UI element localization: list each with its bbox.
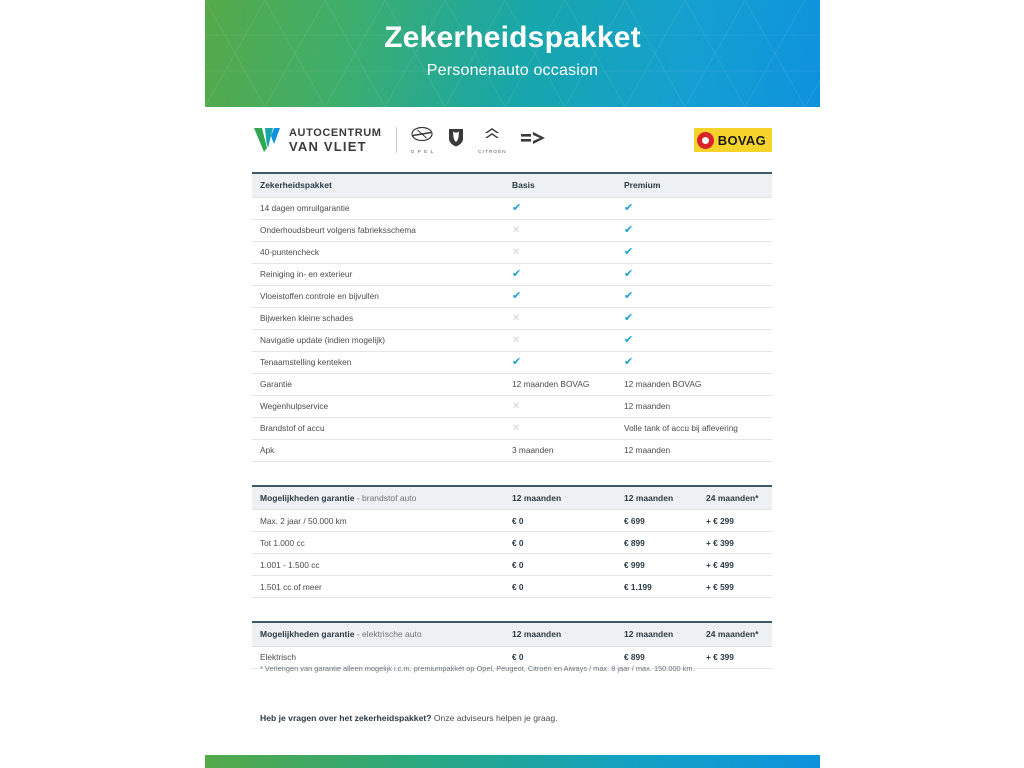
basis-value	[504, 241, 616, 263]
make-logos	[411, 126, 545, 154]
premium-value	[616, 329, 772, 351]
warranty-price-2: € 899	[616, 646, 698, 668]
table-row	[252, 329, 772, 351]
brand-row	[252, 120, 772, 160]
feature-label: Navigatie update (indien mogelijk)	[252, 329, 504, 351]
check-icon: ✔	[624, 245, 634, 258]
header-banner	[205, 0, 820, 107]
dealer-logo-text	[289, 127, 382, 153]
table-row	[252, 576, 772, 598]
warranty-electric-title	[252, 622, 504, 646]
warranty-row-label: Tot 1.000 cc	[252, 532, 504, 554]
check-icon: ✔	[624, 201, 634, 214]
check-icon: ✔	[624, 355, 634, 368]
contact-line	[260, 713, 780, 723]
package-comparison-body	[252, 197, 772, 461]
basis-value	[504, 351, 616, 373]
warranty-fuel-col-2: 12 maanden	[616, 486, 698, 510]
col-header-premium: Premium	[616, 173, 772, 197]
warranty-fuel-table	[252, 485, 772, 599]
table-row	[252, 263, 772, 285]
page-subtitle: Personenauto occasion	[426, 62, 599, 79]
brand-divider	[396, 127, 397, 153]
table-row	[252, 285, 772, 307]
premium-value	[616, 285, 772, 307]
check-icon: ✔	[512, 355, 522, 368]
col-header-feature: Zekerheidspakket	[252, 173, 504, 197]
footer-bar	[205, 755, 820, 768]
premium-value	[616, 307, 772, 329]
basis-value	[504, 285, 616, 307]
warranty-price-1: € 0	[504, 646, 616, 668]
premium-value: Volle tank of accu bij aflevering	[616, 417, 772, 439]
table-row	[252, 439, 772, 461]
cross-icon: ✕	[512, 334, 521, 346]
warranty-price-2: € 999	[616, 554, 698, 576]
table-header-row	[252, 173, 772, 197]
table-row	[252, 554, 772, 576]
aiways-logo-icon	[521, 131, 545, 150]
brand-peugeot	[448, 128, 464, 152]
feature-label: Vloeistoffen controle en bijvullen	[252, 285, 504, 307]
opel-label: O P E L	[410, 149, 435, 154]
premium-value	[616, 351, 772, 373]
brand-citroen	[478, 126, 506, 154]
warranty-fuel-title	[252, 486, 504, 510]
warranty-electric-col-2: 12 maanden	[616, 622, 698, 646]
table-header-row	[252, 622, 772, 646]
basis-value: 12 maanden BOVAG	[504, 373, 616, 395]
warranty-electric-title-bold: Mogelijkheden garantie	[260, 629, 355, 640]
table-header-row	[252, 486, 772, 510]
table-row	[252, 395, 772, 417]
contact-question: Heb je vragen over het zekerheidspakket?	[260, 713, 432, 723]
premium-value	[616, 263, 772, 285]
check-icon: ✔	[624, 289, 634, 302]
bovag-seal-icon	[697, 132, 714, 149]
table-row	[252, 307, 772, 329]
dealer-name-line1: AUTOCENTRUM	[289, 127, 382, 139]
citroen-logo-icon	[483, 126, 501, 147]
table-row	[252, 532, 772, 554]
cross-icon: ✕	[512, 422, 521, 434]
feature-label: Tenaamstelling kenteken	[252, 351, 504, 373]
feature-label: 14 dagen omruilgarantie	[252, 197, 504, 219]
feature-label: Reiniging in- en exterieur	[252, 263, 504, 285]
citroen-label: CITROËN	[478, 149, 507, 154]
warranty-row-label: Elektrisch	[252, 646, 504, 668]
feature-label: Onderhoudsbeurt volgens fabrieksschema	[252, 219, 504, 241]
premium-value	[616, 241, 772, 263]
warranty-fuel-title-bold: Mogelijkheden garantie	[260, 492, 355, 503]
warranty-fuel-col-1: 12 maanden	[504, 486, 616, 510]
col-header-basis: Basis	[504, 173, 616, 197]
table-row	[252, 351, 772, 373]
warranty-price-3: + € 399	[698, 532, 772, 554]
basis-value: 3 maanden	[504, 439, 616, 461]
warranty-fuel-body	[252, 510, 772, 598]
cross-icon: ✕	[512, 400, 521, 412]
premium-value: 12 maanden BOVAG	[616, 373, 772, 395]
table-row	[252, 219, 772, 241]
basis-value	[504, 197, 616, 219]
premium-value	[616, 219, 772, 241]
opel-logo-icon	[411, 126, 433, 147]
warranty-price-1: € 0	[504, 554, 616, 576]
table-row	[252, 510, 772, 532]
contact-answer: Onze adviseurs helpen je graag.	[431, 713, 558, 723]
warranty-price-3: + € 399	[698, 646, 772, 668]
dealer-name-line2: VAN VLIET	[289, 139, 367, 154]
cross-icon: ✕	[512, 312, 521, 324]
check-icon: ✔	[624, 223, 634, 236]
table-row	[252, 241, 772, 263]
bovag-badge	[694, 128, 772, 152]
table-row	[252, 197, 772, 219]
warranty-price-2: € 699	[616, 510, 698, 532]
warranty-row-label: Max. 2 jaar / 50.000 km	[252, 510, 504, 532]
warranty-price-3: + € 299	[698, 510, 772, 532]
warranty-price-2: € 1.199	[616, 576, 698, 598]
warranty-electric-table	[252, 621, 772, 669]
banner-text-block	[205, 0, 820, 80]
warranty-price-1: € 0	[504, 532, 616, 554]
warranty-row-label: 1.501 cc of meer	[252, 576, 504, 598]
feature-label: 40-puntencheck	[252, 241, 504, 263]
brand-opel	[411, 126, 435, 154]
warranty-fuel-title-muted: - brandstof auto	[354, 492, 417, 503]
basis-value	[504, 395, 616, 417]
cross-icon: ✕	[512, 224, 521, 236]
warranty-price-3: + € 499	[698, 554, 772, 576]
feature-label: Apk	[252, 439, 504, 461]
page-title: Zekerheidspakket	[384, 21, 641, 54]
cross-icon: ✕	[512, 246, 521, 258]
warranty-row-label: 1.001 - 1.500 cc	[252, 554, 504, 576]
basis-value	[504, 307, 616, 329]
premium-value: 12 maanden	[616, 439, 772, 461]
warranty-electric-title-muted: - elektrische auto	[354, 629, 422, 640]
feature-label: Wegenhulpservice	[252, 395, 504, 417]
table-row	[252, 417, 772, 439]
check-icon: ✔	[512, 267, 522, 280]
warranty-electric-col-1: 12 maanden	[504, 622, 616, 646]
feature-label: Brandstof of accu	[252, 417, 504, 439]
warranty-electric-col-3: 24 maanden*	[698, 622, 772, 646]
dealer-logo	[252, 126, 382, 154]
package-comparison-table	[252, 172, 772, 462]
check-icon: ✔	[624, 311, 634, 324]
check-icon: ✔	[624, 267, 634, 280]
feature-label: Garantie	[252, 373, 504, 395]
check-icon: ✔	[512, 289, 522, 302]
basis-value	[504, 263, 616, 285]
peugeot-logo-icon	[448, 128, 464, 152]
basis-value	[504, 329, 616, 351]
feature-label: Bijwerken kleine schades	[252, 307, 504, 329]
basis-value	[504, 219, 616, 241]
warranty-price-1: € 0	[504, 510, 616, 532]
bovag-label: BOVAG	[717, 132, 766, 148]
warranty-price-1: € 0	[504, 576, 616, 598]
content-tables	[252, 172, 772, 669]
table-row	[252, 373, 772, 395]
footnote: * Verlengen van garantie alleen mogelijk i.c.m. premiumpakket op Opel, Peugeot, Citroën en Aiways / max. 8 jaar / max. 150.000 km.	[260, 664, 695, 673]
premium-value	[616, 197, 772, 219]
van-vliet-mark-icon	[252, 126, 282, 154]
check-icon: ✔	[512, 201, 522, 214]
warranty-price-2: € 899	[616, 532, 698, 554]
basis-value	[504, 417, 616, 439]
brand-aiways	[521, 131, 545, 150]
check-icon: ✔	[624, 333, 634, 346]
premium-value: 12 maanden	[616, 395, 772, 417]
warranty-price-3: + € 599	[698, 576, 772, 598]
warranty-fuel-col-3: 24 maanden*	[698, 486, 772, 510]
